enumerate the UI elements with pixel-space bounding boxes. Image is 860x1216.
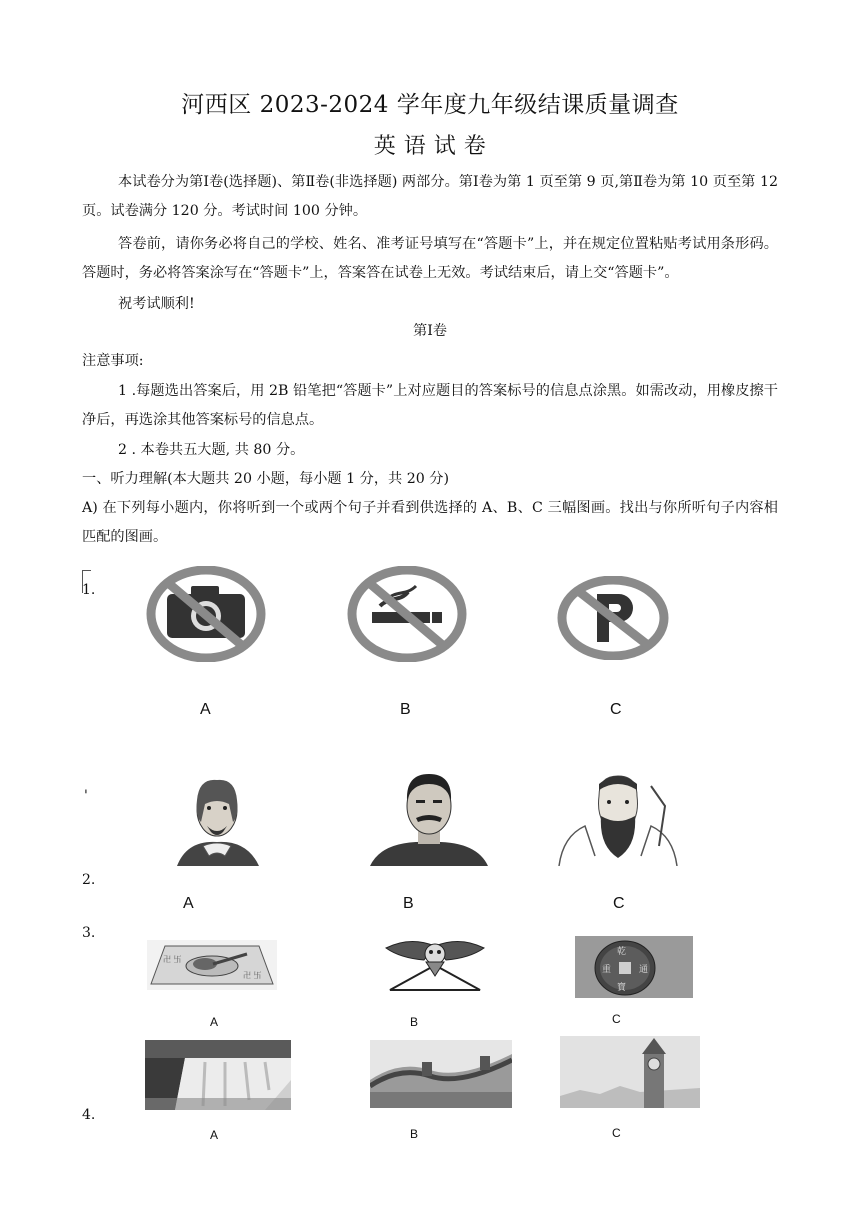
notes-item-2: 2 . 本卷共五大题, 共 80 分。 bbox=[118, 442, 305, 458]
portrait-confucius bbox=[555, 766, 681, 866]
svg-text:寶: 寶 bbox=[617, 983, 627, 993]
no-smoking-icon bbox=[346, 566, 468, 662]
intro-paragraph-3: 祝考试顺利! bbox=[118, 296, 195, 312]
no-parking-icon bbox=[557, 576, 669, 660]
option-label-a: A bbox=[183, 895, 194, 912]
option-label-c: C bbox=[612, 1126, 621, 1140]
notes-item-1: 1 .每题选出答案后，用 2B 铅笔把“答题卡”上对应题目的答案标号的信息点涂黑。如需改动，用橡皮擦干净后，再选涂其他答案标号的信息点。 bbox=[82, 383, 778, 428]
intro-paragraph-2: 答卷前，请你务必将自己的学校、姓名、准考证号填写在“答题卡”上，并在规定位置粘贴考试用条形码。答题时，务必将答案涂写在“答题卡”上，答案答在试卷上无效。考试结束后，请上交“答题卡”。 bbox=[82, 236, 778, 281]
question-number: 2. bbox=[82, 872, 96, 888]
sinan-compass-image bbox=[147, 940, 277, 990]
portrait-shakespeare bbox=[167, 770, 267, 866]
svg-text:卍 卐: 卍 卐 bbox=[243, 971, 262, 980]
exam-subtitle: 英 语 试 卷 bbox=[373, 134, 487, 159]
ancient-coin-image bbox=[575, 936, 693, 998]
stray-mark: ' bbox=[84, 788, 88, 804]
option-label-b: B bbox=[403, 895, 414, 912]
notes-heading: 注意事项: bbox=[82, 353, 144, 369]
svg-text:卍 卐: 卍 卐 bbox=[163, 955, 182, 964]
svg-text:乾: 乾 bbox=[617, 947, 627, 957]
portrait-luxun bbox=[366, 766, 492, 866]
part1-instruction: A) 在下列每小题内，你将听到一个或两个句子并看到供选择的 A、B、C 三幅图画。找出与你所听句子内容相匹配的图画。 bbox=[82, 500, 778, 545]
great-wall-image bbox=[370, 1040, 512, 1108]
svg-text:通: 通 bbox=[639, 965, 649, 975]
waterfall-image bbox=[145, 1040, 291, 1110]
question-number: 4. bbox=[82, 1107, 96, 1123]
option-label-b: B bbox=[400, 701, 411, 718]
kite-image bbox=[380, 936, 490, 994]
no-camera-icon bbox=[145, 566, 267, 662]
part1-heading: 一、听力理解(本大题共 20 小题，每小题 1 分，共 20 分) bbox=[82, 471, 450, 487]
option-label-c: C bbox=[613, 895, 625, 912]
section-heading: 第Ⅰ卷 bbox=[413, 323, 447, 339]
intro-paragraph-1: 本试卷分为第Ⅰ卷(选择题)、第Ⅱ卷(非选择题) 两部分。第Ⅰ卷为第 1 页至第 9 页,第Ⅱ卷为第 10 页至第 12 页。试卷满分 120 分。考试时间 100 分钟。 bbox=[82, 174, 778, 219]
option-label-b: B bbox=[410, 1127, 419, 1141]
exam-title: 河西区 2023-2024 学年度九年级结课质量调查 bbox=[181, 92, 679, 118]
question-number: 3. bbox=[82, 925, 96, 941]
option-label-c: C bbox=[612, 1012, 621, 1026]
option-label-a: A bbox=[210, 1015, 219, 1029]
option-label-b: B bbox=[410, 1015, 419, 1029]
option-label-c: C bbox=[610, 701, 622, 718]
svg-text:重: 重 bbox=[602, 965, 612, 975]
big-ben-image bbox=[560, 1036, 700, 1108]
option-label-a: A bbox=[210, 1128, 219, 1142]
question-number: 1. bbox=[82, 582, 96, 598]
option-label-a: A bbox=[200, 701, 211, 718]
